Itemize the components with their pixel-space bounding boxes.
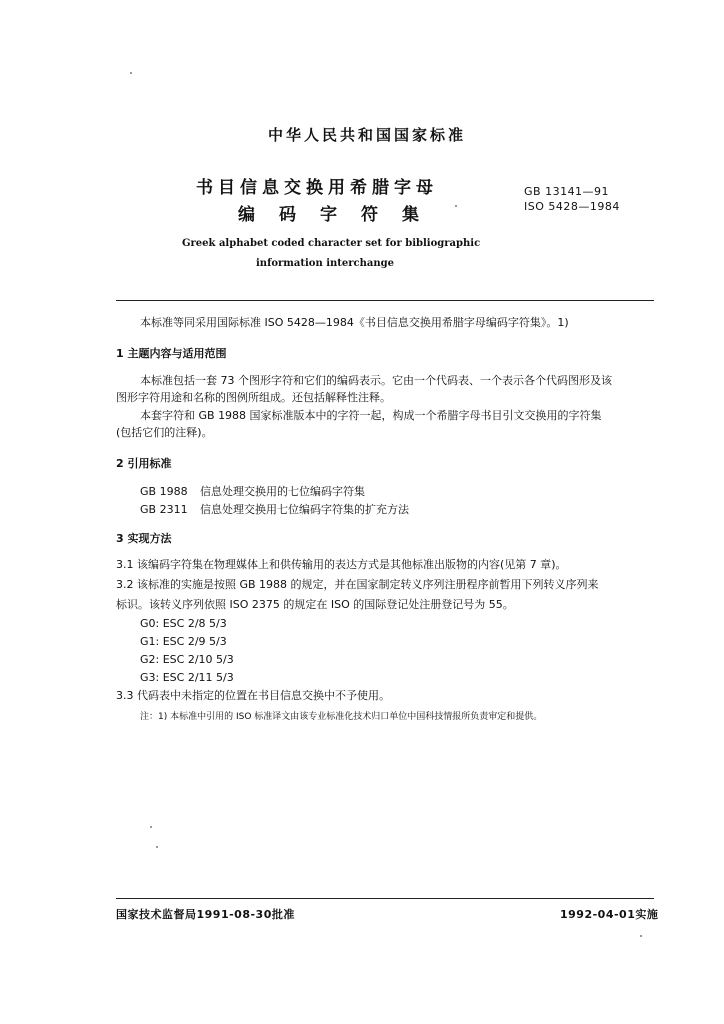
iso-code: ISO 5428—1984 (524, 200, 620, 213)
clause-3-2-line-2: 标识。该转义序列依照 ISO 2375 的规定在 ISO 的国际登记处注册登记号为 55。 (116, 598, 514, 611)
reference-code: GB 1988 (140, 485, 188, 498)
reference-title: 信息处理交换用七位编码字符集的扩充方法 (200, 503, 409, 516)
clause-3-2-line-1: 3.2 该标准的实施是按照 GB 1988 的规定，并在国家制定转义序列注册程序前暂用下列转义序列来 (116, 578, 599, 591)
escape-sequence-g3: G3: ESC 2/11 5/3 (140, 671, 234, 684)
footer-divider (116, 898, 654, 899)
approval-date: 国家技术监督局1991-08-30批准 (116, 908, 295, 921)
scan-speck (455, 205, 457, 207)
section-1-heading: 1 主题内容与适用范围 (116, 347, 227, 360)
clause-3-3: 3.3 代码表中未指定的位置在书目信息交换中不予使用。 (116, 689, 390, 702)
standard-title: 中华人民共和国国家标准 (267, 126, 466, 144)
section-1-paragraph-2-line-2: (包括它们的注释)。 (116, 426, 213, 439)
section-1-paragraph-1-line-2: 图形字符用途和名称的图例所组成。还包括解释性注释。 (116, 391, 391, 404)
intro-paragraph: 本标准等同采用国际标准 ISO 5428—1984《书目信息交换用希腊字母编码字符集》。1) (140, 316, 569, 329)
document-title-en-line1: Greek alphabet coded character set for bibliographic (182, 238, 481, 249)
section-3-heading: 3 实现方法 (116, 532, 172, 545)
footnote: 注：1) 本标准中引用的 ISO 标准译文由该专业标准化技术归口单位中国科技情报所负责审定和提供。 (140, 712, 543, 722)
clause-3-1: 3.1 该编码字符集在物理媒体上和供传输用的表达方式是其他标准出版物的内容(见第 7 章)。 (116, 558, 567, 571)
escape-sequence-g1: G1: ESC 2/9 5/3 (140, 635, 227, 648)
document-title-cn-line1: 书目信息交换用希腊字母 (196, 178, 438, 198)
section-2-heading: 2 引用标准 (116, 457, 172, 470)
document-title-en-line2: information interchange (256, 258, 394, 269)
scan-speck (640, 935, 642, 937)
gb-code: GB 13141—91 (524, 185, 610, 198)
scan-speck (130, 72, 132, 74)
effective-date: 1992-04-01实施 (560, 908, 659, 921)
header-divider (116, 300, 654, 301)
section-1-paragraph-2-line-1: 本套字符和 GB 1988 国家标准版本中的字符一起，构成一个希腊字母书目引文交换用的字符集 (140, 409, 602, 422)
scan-speck (156, 846, 158, 848)
section-1-paragraph-1-line-1: 本标准包括一套 73 个图形字符和它们的编码表示。它由一个代码表、一个表示各个代码图形及该 (140, 374, 612, 387)
escape-sequence-g2: G2: ESC 2/10 5/3 (140, 653, 234, 666)
document-title-cn-line2: 编码字符集 (238, 205, 443, 225)
escape-sequence-g0: G0: ESC 2/8 5/3 (140, 617, 227, 630)
reference-title: 信息处理交换用的七位编码字符集 (200, 485, 365, 498)
reference-code: GB 2311 (140, 503, 188, 516)
scan-speck (150, 826, 152, 828)
